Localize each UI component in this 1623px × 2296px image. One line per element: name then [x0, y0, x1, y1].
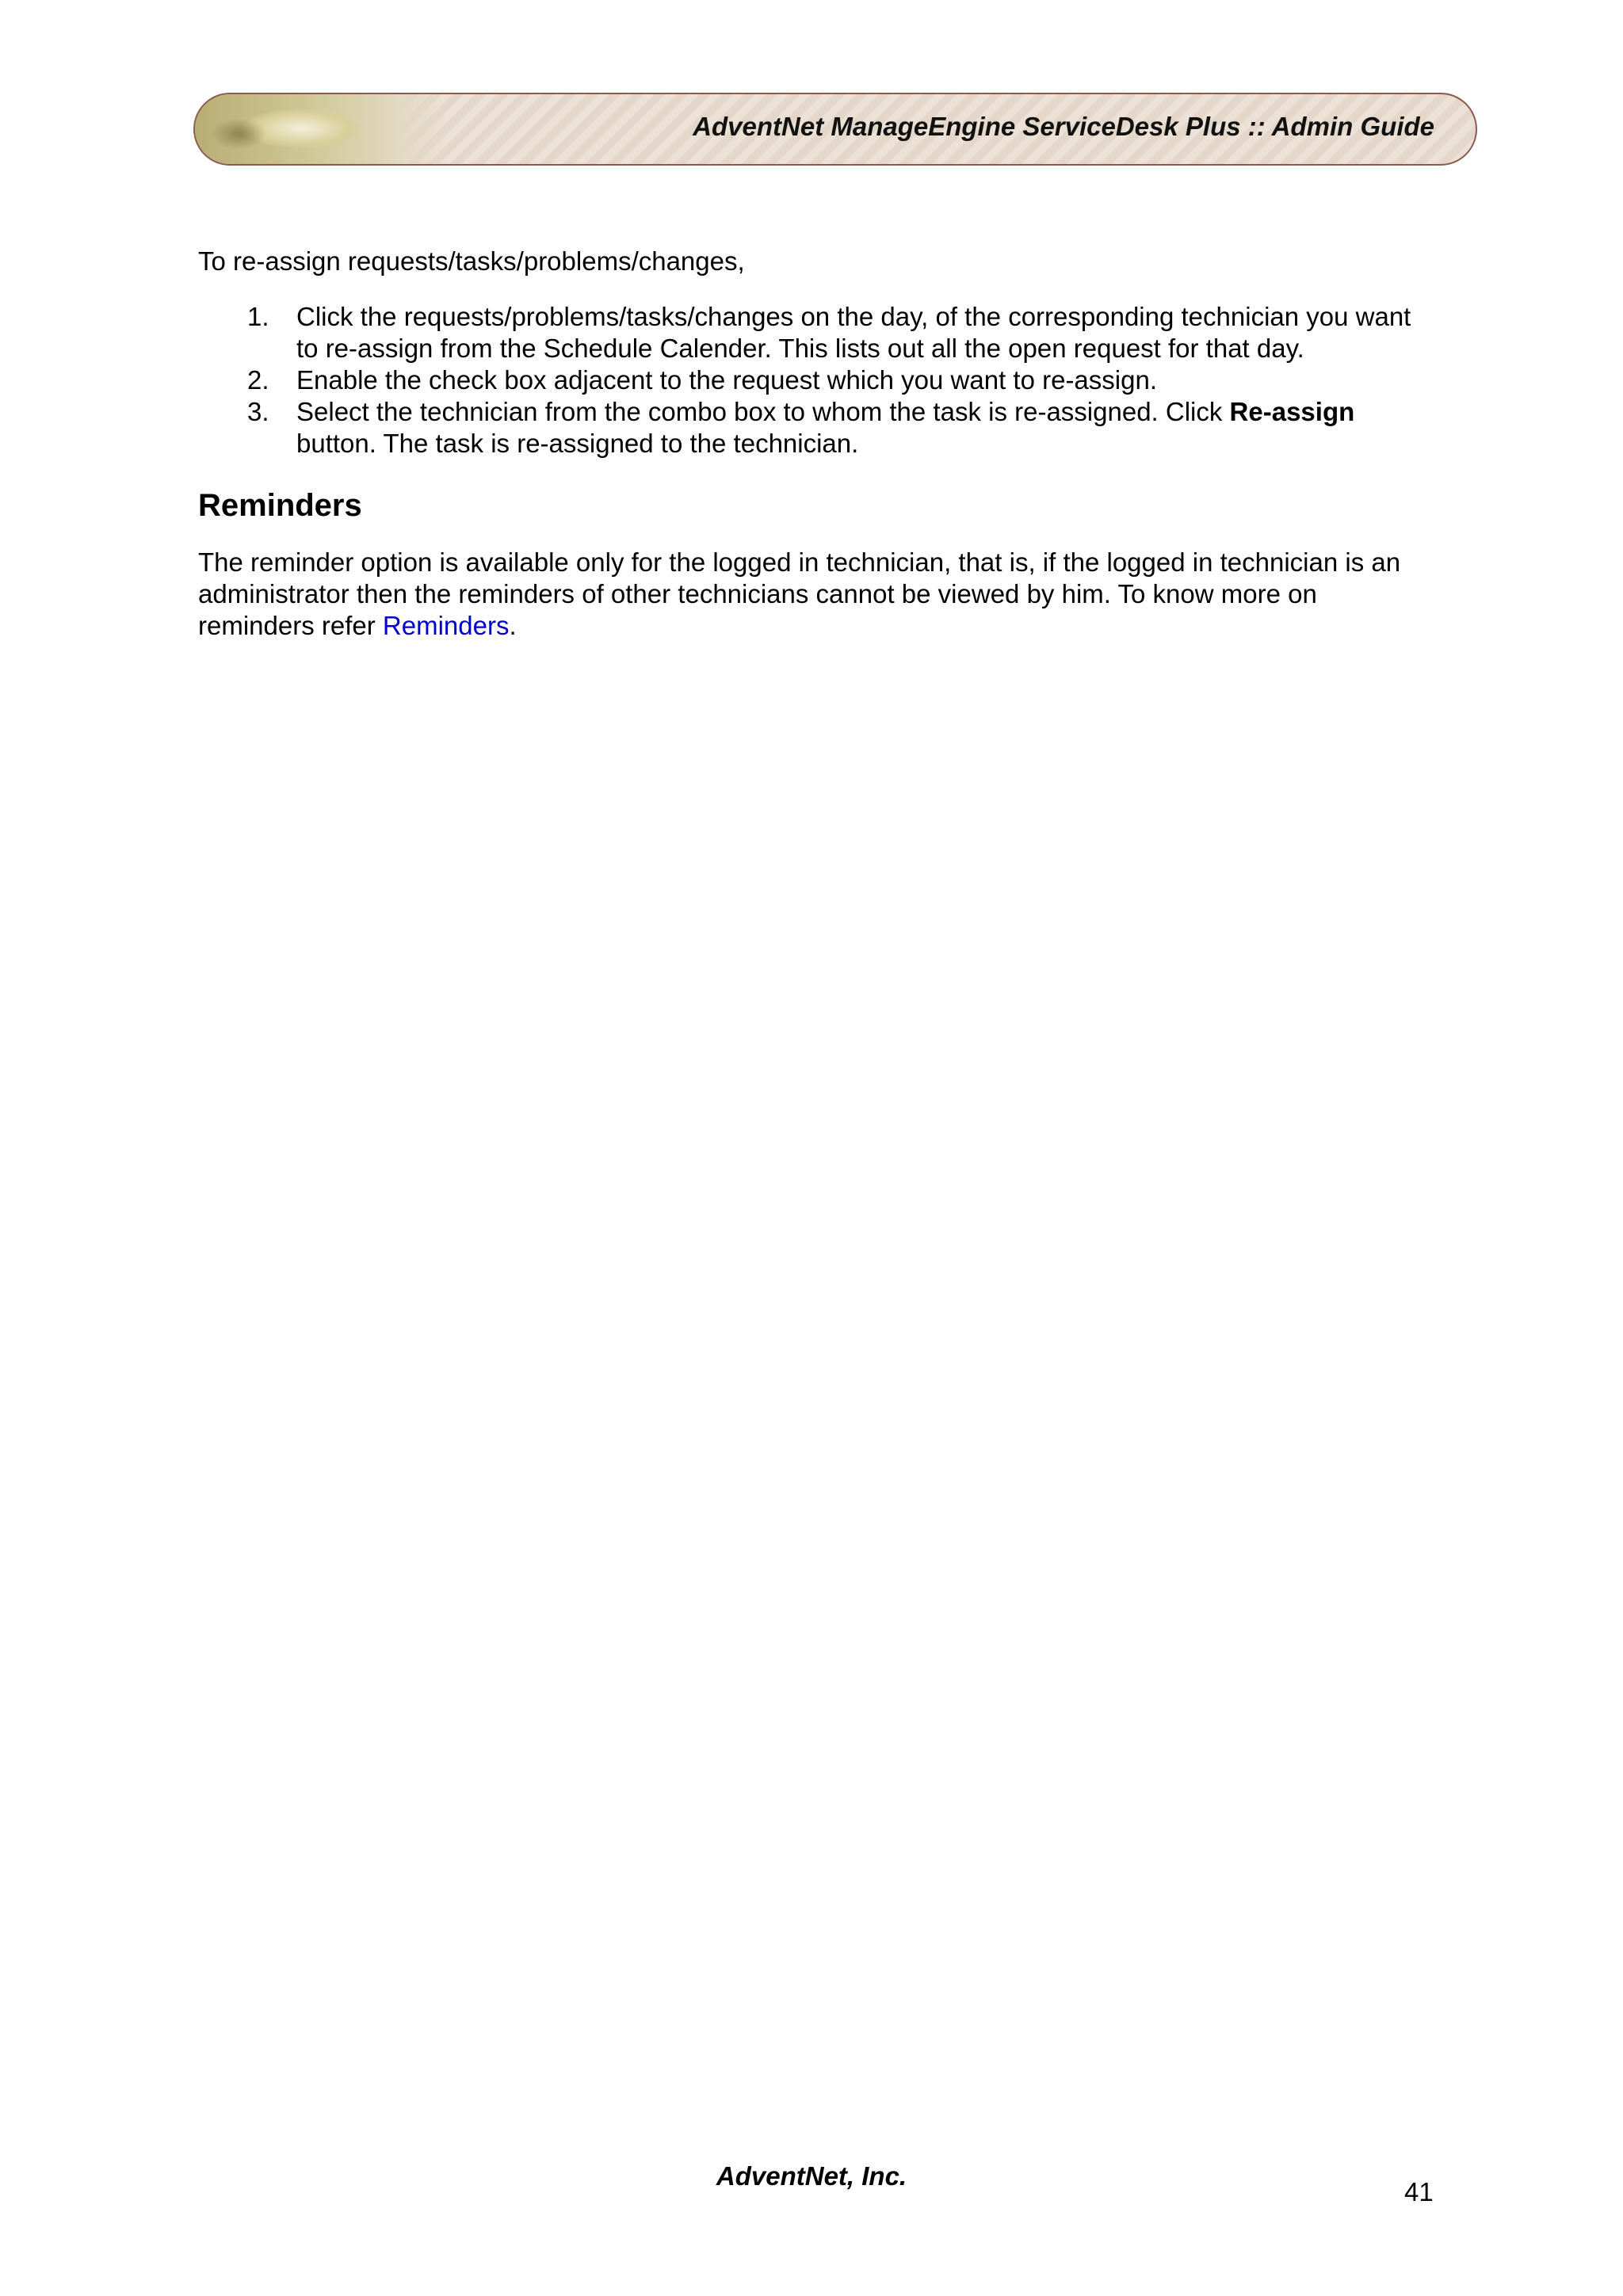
reassign-steps-list [198, 301, 1434, 460]
step-number: 1. [247, 302, 269, 331]
step-text: Enable the check box adjacent to the request which you want to re-assign. [296, 365, 1157, 395]
list-item [198, 396, 1434, 460]
page-content [198, 246, 1434, 642]
step-number: 3. [247, 397, 269, 426]
page-header-banner [193, 93, 1477, 166]
reminders-text-after: . [509, 611, 517, 640]
reminders-heading: Reminders [198, 488, 362, 523]
intro-text: To re-assign requests/tasks/problems/changes, [198, 246, 745, 276]
reminders-link[interactable]: Reminders [382, 611, 510, 640]
step-text-after: button. The task is re-assigned to the technician. [296, 429, 859, 458]
page-number: 41 [1404, 2177, 1434, 2206]
list-item [198, 364, 1434, 396]
step-text-before: Select the technician from the combo box to whom the task is re-assigned. Click [296, 397, 1230, 426]
reminders-text-before: The reminder option is available only for the logged in technician, that is, if the logged in technician is an administrator then the reminders of other technicians cannot be viewed by him. To know more on reminders refer [198, 547, 1401, 640]
reminders-paragraph [198, 547, 1434, 642]
step-text: Click the requests/problems/tasks/changes on the day, of the corresponding technician you want to re-assign from the Schedule Calender. This lists out all the open request for that day. [296, 302, 1411, 363]
header-art-shadow [211, 118, 266, 150]
header-title: AdventNet ManageEngine ServiceDesk Plus :: Admin Guide [693, 112, 1434, 141]
step-number: 2. [247, 365, 269, 395]
header-decorative-art [195, 94, 449, 164]
list-item [198, 301, 1434, 364]
reassign-button-label: Re-assign [1229, 397, 1355, 426]
footer-company: AdventNet, Inc. [716, 2161, 907, 2191]
